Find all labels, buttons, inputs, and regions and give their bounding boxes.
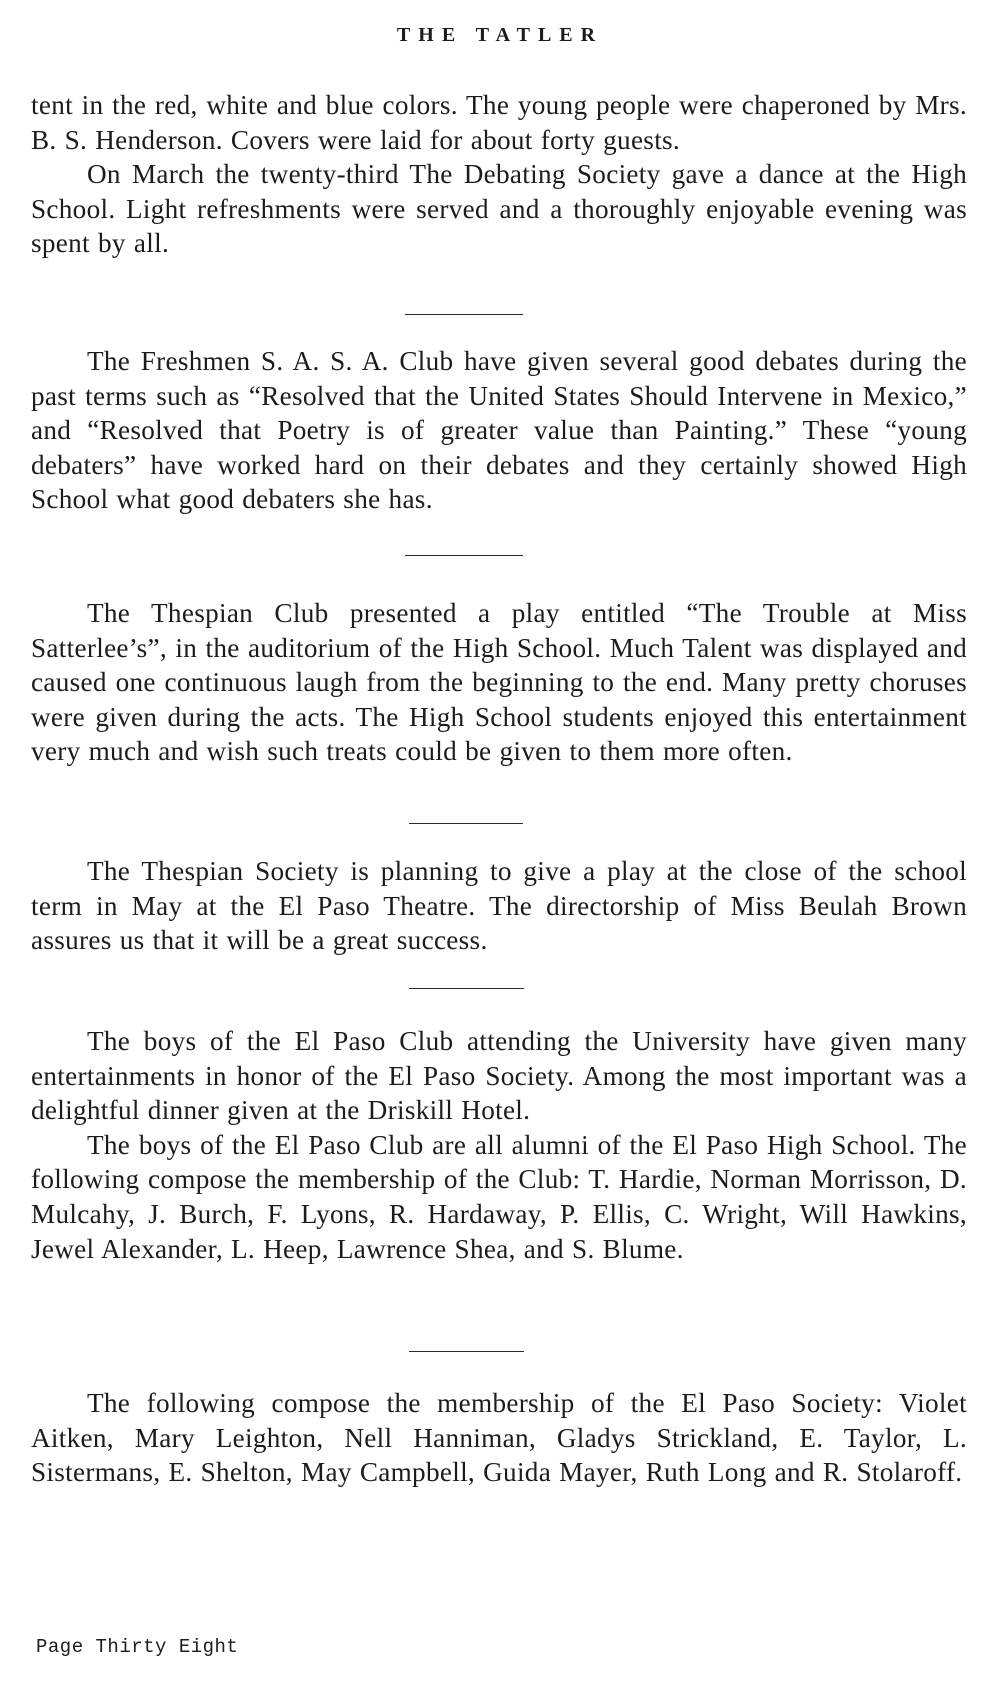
paragraph: The Thespian Society is planning to give a play at the close of the school term in May at the El Paso Theatre. The directorship of Miss Beulah Brown assures us that it will be a great success.: [31, 856, 967, 956]
paragraph: The Freshmen S. A. S. A. Club have given several good debates during the past terms such as “Resolved that the United States Should Intervene in Mexico,” and “Resolved that Poetry is of greater value than Painting.” These “young debaters” have worked hard on their debates and they certainly showed High School what good debaters she has.: [31, 346, 967, 515]
section-debating-dance: [31, 88, 967, 261]
page-number-footer: Page Thirty Eight: [36, 1636, 239, 1658]
paragraph: tent in the red, white and blue colors. The young people were chaperoned by Mrs. B. S. Henderson. Covers were laid for about forty guests.: [31, 90, 967, 155]
paragraph: The boys of the El Paso Club attending the University have given many entertainments in honor of the El Paso Society. Among the most important was a delightful dinner given at the Driskill Hotel.: [31, 1026, 967, 1126]
section-thespian-society: [31, 854, 967, 958]
paragraph: The Thespian Club presented a play entitled “The Trouble at Miss Satterlee’s”, in the auditorium of the High School. Much Talent was displayed and caused one continuous laugh from the beginning to the end. Many pretty choruses were given during the acts. The High School students enjoyed this entertainment very much and wish such treats could be given to them more often.: [31, 598, 967, 767]
section-divider: [405, 555, 523, 556]
section-el-paso-club: [31, 1024, 967, 1266]
section-divider: [409, 823, 523, 824]
section-divider: [405, 314, 523, 315]
paragraph: The following compose the membership of the El Paso Society: Violet Aitken, Mary Leighton, Nell Hanniman, Gladys Strickland, E. Taylor, L. Sistermans, E. Shelton, May Campbell, Guida Mayer, Ruth Long and R. Stolaroff.: [31, 1388, 967, 1488]
section-el-paso-society: [31, 1386, 967, 1490]
paragraph: On March the twenty-third The Debating Society gave a dance at the High School. Light refreshments were served and a thoroughly enjoyable evening was spent by all.: [31, 159, 967, 259]
paragraph: The boys of the El Paso Club are all alumni of the El Paso High School. The following compose the membership of the Club: T. Hardie, Norman Morrisson, D. Mulcahy, J. Burch, F. Lyons, R. Hardaway, P. Ellis, C. Wright, Will Hawkins, Jewel Alexander, L. Heep, Lawrence Shea, and S. Blume.: [31, 1129, 967, 1264]
section-freshmen-club: [31, 344, 967, 517]
section-thespian-club: [31, 596, 967, 769]
section-divider: [409, 988, 524, 989]
section-divider: [409, 1351, 524, 1352]
page-header-title: THE TATLER: [396, 24, 604, 46]
